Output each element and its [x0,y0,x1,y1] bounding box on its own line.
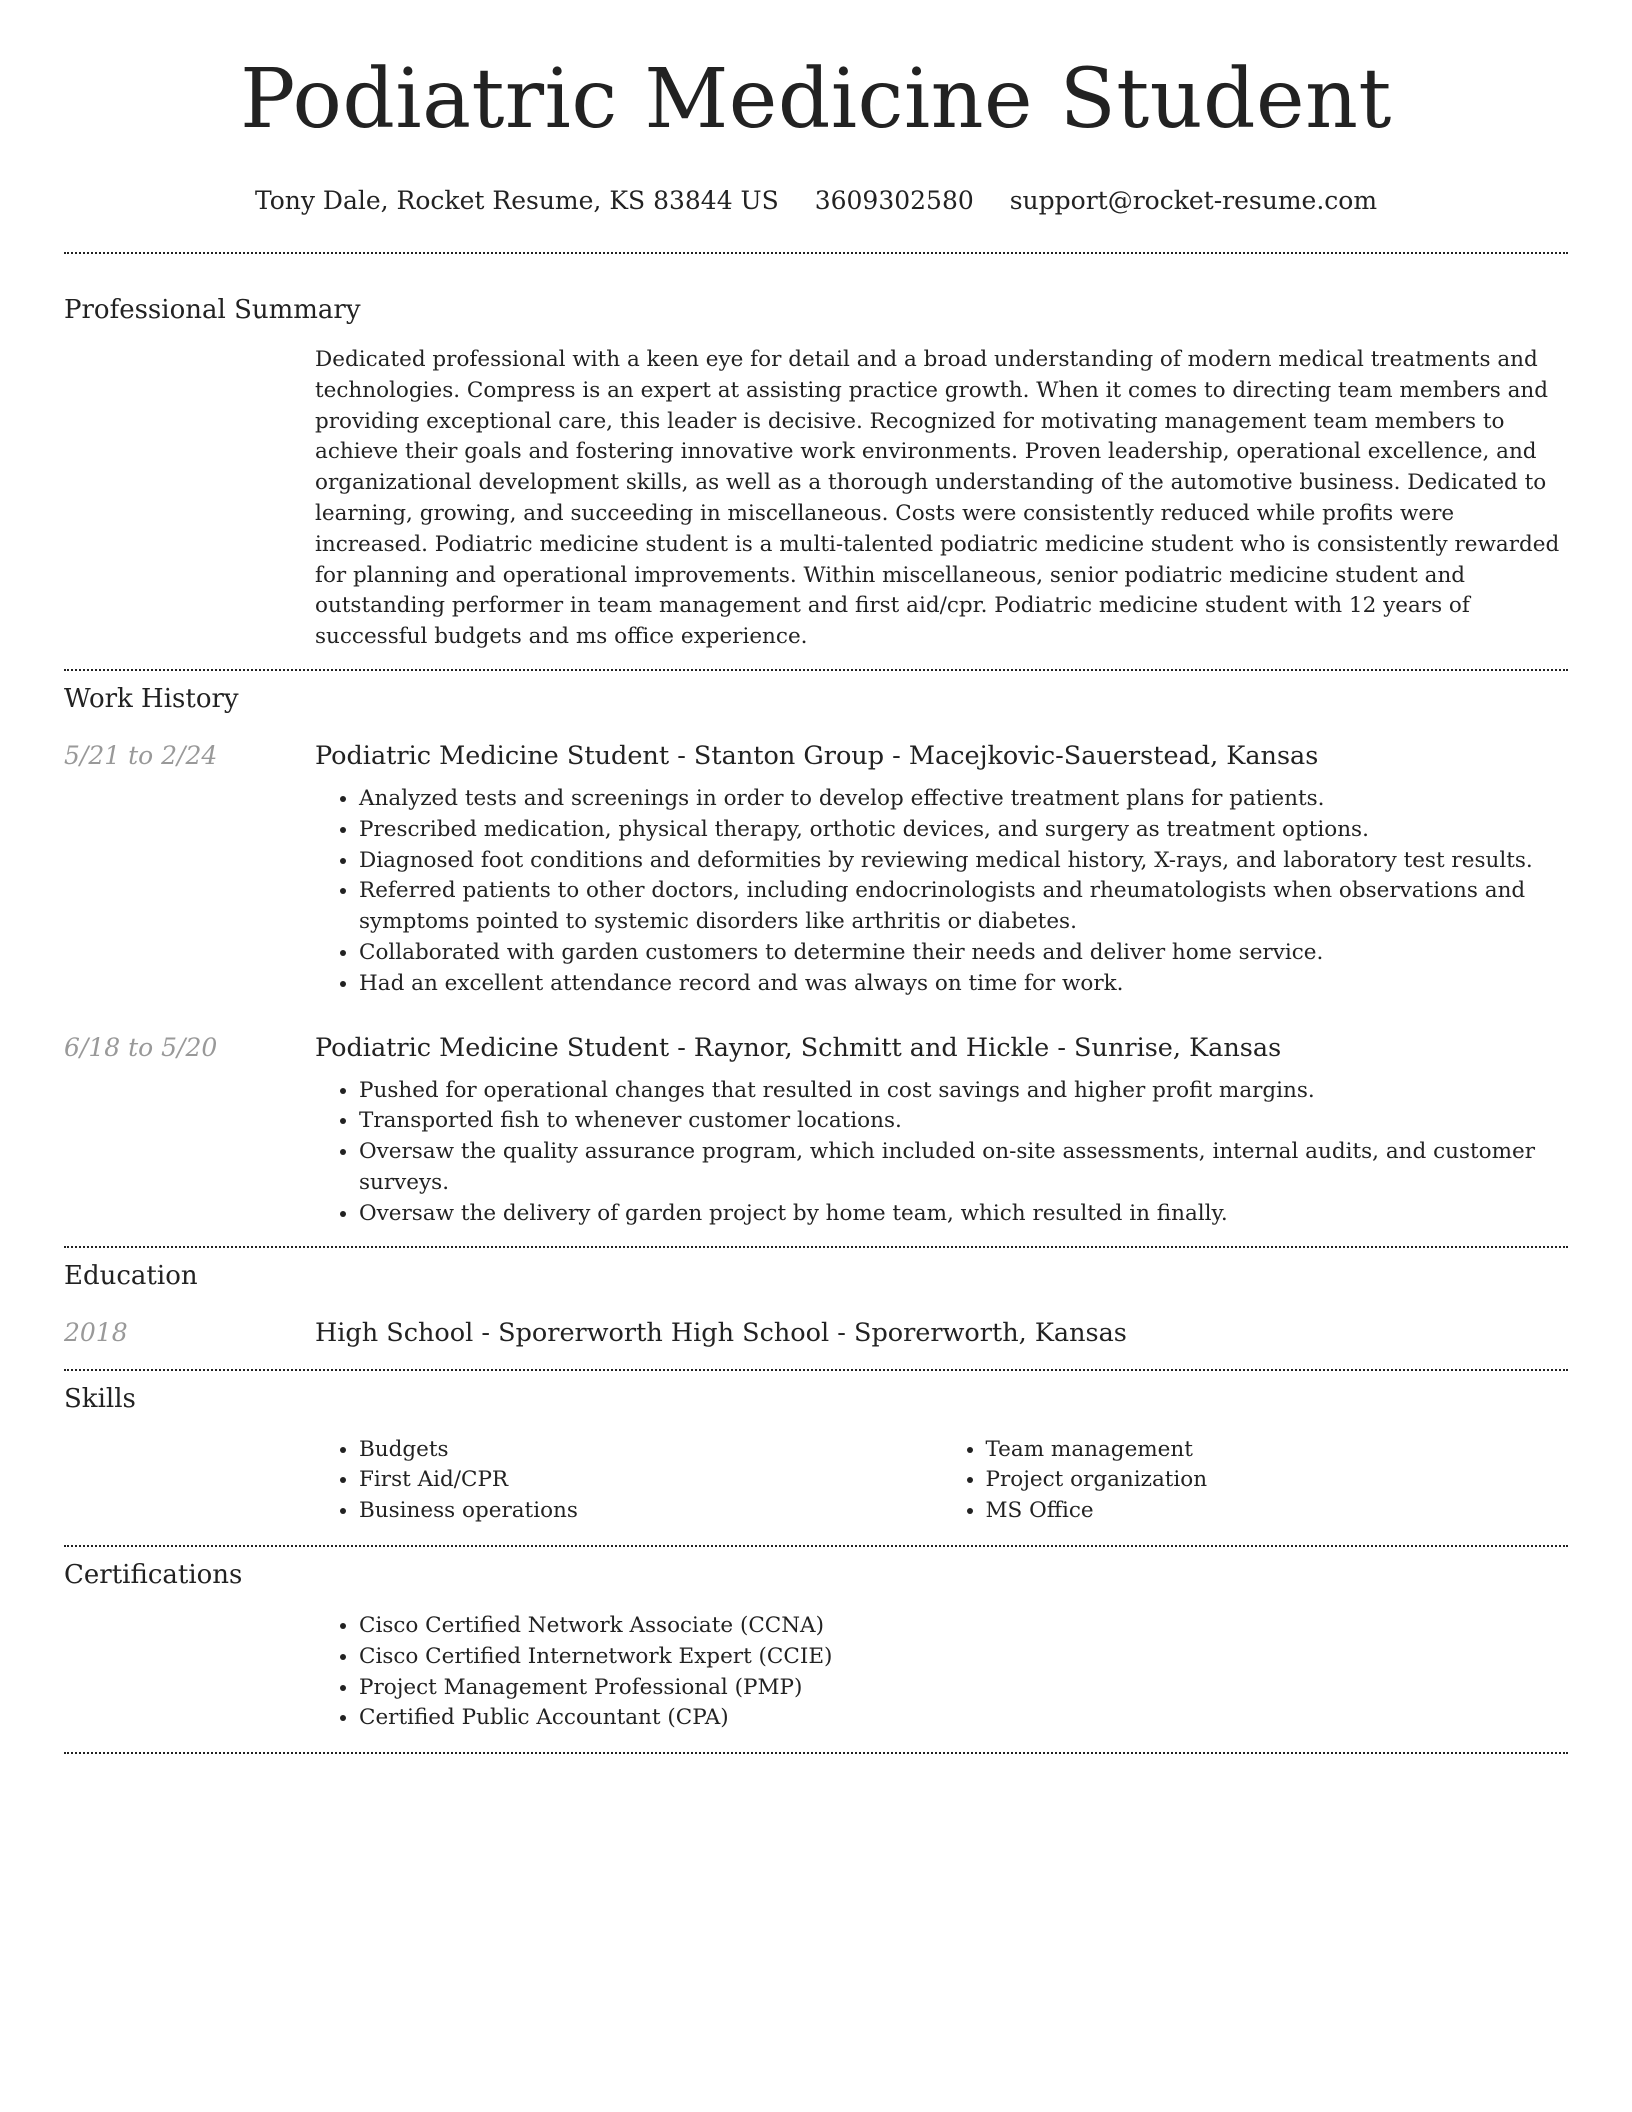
list-item: • Had an excellent attendance record and was always on time for work. [359,969,1568,1000]
education-year: 2018 [64,1317,128,1347]
job-bullets-row [64,784,1568,1000]
job-entry [64,1032,1568,1064]
list-item: • Oversaw the quality assurance program, which included on-site assessments, internal audits, and customer surveys. [359,1137,1568,1199]
certifications-list [315,1611,1568,1734]
contact-address: Tony Dale, Rocket Resume, KS 83844 US [254,186,779,215]
job-bullets-row [64,1076,1568,1230]
list-item: • Business operations [359,1496,942,1527]
divider [64,252,1568,254]
list-item: • Collaborated with garden customers to determine their needs and deliver home service. [359,938,1568,969]
divider [64,1545,1568,1547]
summary-row [64,345,1568,653]
job-dates: 5/21 to 2/24 [64,740,218,770]
list-item: • MS Office [986,1496,1569,1527]
skills-heading: Skills [64,1383,136,1414]
divider [64,669,1568,671]
list-item: • Transported fish to whenever customer locations. [359,1106,1568,1137]
list-item: • Analyzed tests and screenings in order to develop effective treatment plans for patients. [359,784,1568,815]
list-item: • Certified Public Accountant (CPA) [359,1703,1568,1734]
job-dates: 6/18 to 5/20 [64,1032,218,1062]
education-heading: Education [64,1260,198,1291]
list-item: • Project Management Professional (PMP) [359,1673,1568,1704]
list-item: • Cisco Certified Internetwork Expert (CCIE) [359,1642,1568,1673]
education-entry [64,1317,1568,1349]
divider [64,1752,1568,1754]
certifications-row [64,1611,1568,1734]
job-entry [64,740,1568,772]
education-title: High School - Sporerworth High School - Sporerworth, Kansas [315,1317,1127,1348]
contact-email: support@rocket-resume.com [1009,186,1378,215]
summary-heading: Professional Summary [64,295,361,325]
divider [64,1369,1568,1371]
list-item: • Diagnosed foot conditions and deformities by reviewing medical history, X-rays, and laboratory test results. [359,846,1568,877]
job-title: Podiatric Medicine Student - Raynor, Schmitt and Hickle - Sunrise, Kansas [315,1032,1282,1063]
contact-phone: 3609302580 [814,186,974,215]
job-bullets [315,1076,1568,1230]
list-item: • Budgets [359,1435,942,1466]
work-history-heading: Work History [64,683,239,714]
job-title: Podiatric Medicine Student - Stanton Group - Macejkovic-Sauerstead, Kansas [315,740,1319,771]
job-bullets [315,784,1568,1000]
contact-line [64,186,1568,216]
list-item: • Team management [986,1435,1569,1466]
certifications-heading: Certifications [64,1559,243,1590]
summary-text: Dedicated professional with a keen eye for detail and a broad understanding of modern medical treatments and technologies. Compress is an expert at assisting practice growth. When it comes to directing team members and providing exceptional care, this leader is decisive. Recognized for motivating management team members to achieve their goals and fostering innovative work environments. Proven leadership, operational excellence, and organizational development skills, as well as a thorough understanding of the automotive business. Dedicated to learning, growing, and succeeding in miscellaneous. Costs were consistently reduced while profits were increased. Podiatric medicine student is a multi-talented podiatric medicine student who is consistently rewarded for planning and operational improvements. Within miscellaneous, senior podiatric medicine student and outstanding performer in team management and first aid/cpr. Podiatric medicine student with 12 years of successful budgets and ms office experience. [315,347,1560,650]
skills-list-right [942,1435,1569,1527]
list-item: • First Aid/CPR [359,1465,942,1496]
list-item: • Oversaw the delivery of garden project by home team, which resulted in finally. [359,1199,1568,1230]
list-item: • Pushed for operational changes that resulted in cost savings and higher profit margins. [359,1076,1568,1107]
resume-page [64,0,1568,1754]
list-item: • Prescribed medication, physical therapy, orthotic devices, and surgery as treatment options. [359,815,1568,846]
resume-title: Podiatric Medicine Student [240,52,1392,147]
list-item: • Project organization [986,1465,1569,1496]
list-item: • Referred patients to other doctors, including endocrinologists and rheumatologists when observations and symptoms pointed to systemic disorders like arthritis or diabetes. [359,876,1568,938]
divider [64,1246,1568,1248]
skills-row [64,1435,1568,1527]
skills-list-left [315,1435,942,1527]
skills-grid [315,1435,1568,1527]
list-item: • Cisco Certified Network Associate (CCNA) [359,1611,1568,1642]
